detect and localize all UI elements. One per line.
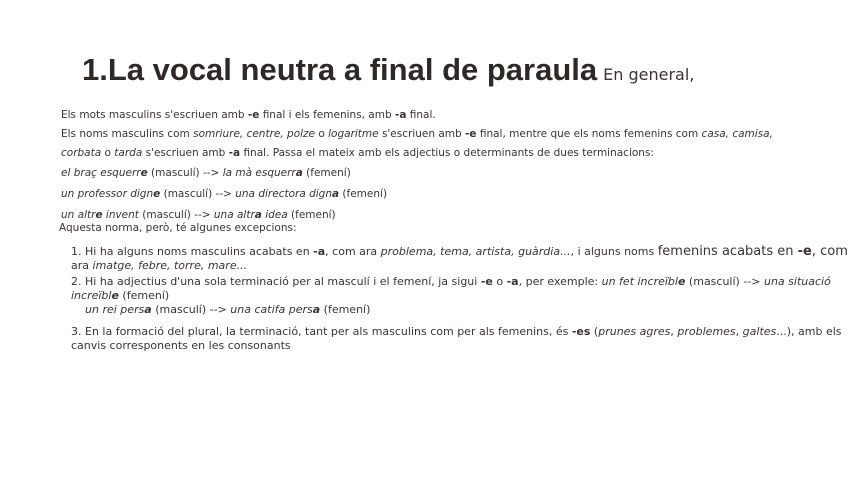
example-line-1: el braç esquerre (masculí) --> la mà esquerra (femení) [61, 167, 351, 179]
title-main: 1.La vocal neutra a final de paraula [82, 52, 598, 87]
example-line-2: un professor digne (masculí) --> una directora digna (femení) [61, 188, 388, 200]
example-line-3: un altre invent (masculí) --> una altra idea (femení) [61, 209, 336, 221]
exception-item-2-example: un rei persa (masculí) --> una catifa persa (femení) [85, 303, 371, 316]
exception-item-2: 2. Hi ha adjectius d'una sola terminació per al masculí i el femení, ja sigui -e o -a, per exemple: un fet increïble (masculí) --> una situació increïble (femení) [71, 275, 831, 302]
intro-line-2: Els noms masculins com somriure, centre, polze o logaritme s'escriuen amb -e final, mentre que els noms femenins com casa, camisa, [61, 128, 773, 140]
intro-line-3: corbata o tarda s'escriuen amb -a final. Passa el mateix amb els adjectius o determinants de dues terminacions: [61, 147, 654, 159]
slide-title [82, 52, 694, 88]
title-subtitle: En general, [603, 65, 695, 84]
exception-item-3: 3. En la formació del plural, la terminació, tant per als masculins com per als femenins, és -es (prunes agres, problemes, galtes...), amb els canvis corresponents en les consonants [71, 325, 842, 352]
intro-line-1: Els mots masculins s'escriuen amb -e final i els femenins, amb -a final. [61, 109, 436, 121]
exception-item-1: 1. Hi ha alguns noms masculins acabats en -a, com ara problema, tema, artista, guàrdia..., i alguns noms femenins acabats en -e, com ara imatge, febre, torre, mare... [71, 244, 848, 272]
exceptions-intro: Aquesta norma, però, té algunes excepcions: [59, 222, 297, 234]
